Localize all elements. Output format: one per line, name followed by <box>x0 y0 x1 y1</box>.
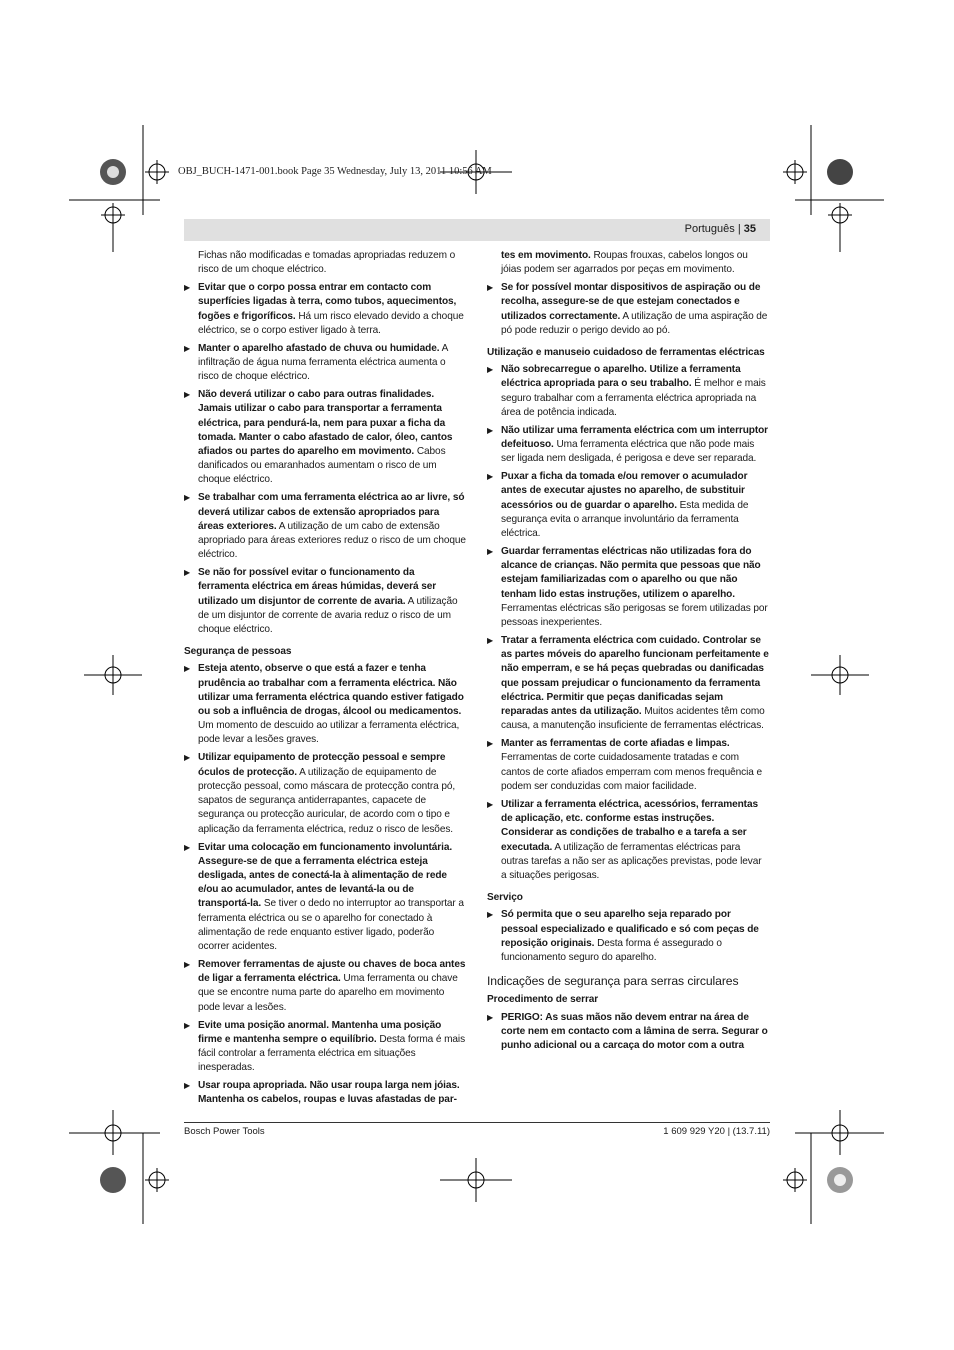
right-column <box>487 249 769 1057</box>
list-item <box>487 470 769 541</box>
item-text: Um momento de descuido ao utilizar a ferramenta eléctrica, pode levar a lesões graves. <box>198 720 460 746</box>
item-lead: Não deverá utilizar o cabo para outras finalidades. Jamais utilizar o cabo para transportar a ferramenta eléctrica, para pendurá-la, nem para puxar a ficha da tomada. Manter o cabo afastado de calor, óleo, cantos afiados ou partes do aparelho em movimento. <box>198 389 453 458</box>
bullet-arrow-icon: ▶ <box>184 343 191 353</box>
item-lead: Manter as ferramentas de corte afiadas e limpas. <box>501 738 730 750</box>
item-lead: Só permita que o seu aparelho seja reparado por pessoal especializado e qualificado e só com peças de reposição originais. <box>501 909 759 949</box>
bullet-arrow-icon: ▶ <box>184 390 191 400</box>
item-text: Ferramentas eléctricas são perigosas se forem utilizadas por pessoas inexperientes. <box>501 602 768 629</box>
item-text: A utilização de um disjuntor de corrente de avaria reduz o risco de um choque eléctrico. <box>198 595 458 636</box>
item-text: Uma ferramenta ou chave que se encontre numa parte do aparelho em movimento pode levar a lesões. <box>198 973 458 1013</box>
bullet-arrow-icon: ▶ <box>184 493 191 503</box>
bullet-arrow-icon: ▶ <box>184 568 191 578</box>
item-text: Muitos acidentes têm como causa, a manutenção insuficiente de ferramentas eléctricas. <box>501 706 765 732</box>
bullet-arrow-icon: ▶ <box>487 799 494 809</box>
paragraph-intro: Fichas não modificadas e tomadas apropriadas reduzem o risco de um choque eléctrico. <box>198 250 456 276</box>
bullet-arrow-icon: ▶ <box>184 283 191 293</box>
print-info: OBJ_BUCH-1471-001.book Page 35 Wednesday, July 13, 2011 10:56 AM <box>178 166 492 177</box>
item-text: A infiltração de água numa ferramenta eléctrica aumenta o risco de choque eléctrico. <box>198 342 448 383</box>
list-item <box>184 566 466 637</box>
item-text: Ferramentas de corte cuidadosamente tratadas e com cantos de corte afiados emperram com menos frequência e podem ser conduzidas com maior facilidade. <box>501 752 762 792</box>
footer-brand: Bosch Power Tools <box>184 1126 265 1137</box>
header-language: Português <box>684 223 735 235</box>
bullet-arrow-icon: ▶ <box>184 753 191 763</box>
item-lead: PERIGO: As suas mãos não devem entrar na área de corte nem em contacto com a lâmina de serra. Segurar o punho adicional ou a carcaça do motor com a outra <box>501 1011 768 1051</box>
list-item <box>184 388 466 487</box>
item-text: Se tiver o dedo no interruptor ao transportar a ferramenta eléctrica ou se o aparelho for conectado à alimentação de rede enquanto estiver ligado, poderão ocorrer acidentes. <box>198 898 464 952</box>
list-item <box>487 1011 769 1054</box>
paragraph-continued <box>487 249 769 277</box>
bullet-arrow-icon: ▶ <box>184 842 191 852</box>
item-lead: Evitar uma colocação em funcionamento involuntária. Assegure-se de que a ferramenta eléctrica esteja desligada, antes de conectá-la à alimentação de rede e/ou ao acumulador, antes de levantá-la ou de transportá-la. <box>198 841 453 910</box>
left-column <box>184 249 466 1111</box>
item-text: Cabos danificados ou emaranhados aumentam o risco de um choque eléctrico. <box>198 446 446 486</box>
list-item <box>487 908 769 965</box>
list-item <box>487 737 769 794</box>
list-item <box>184 751 466 836</box>
right-list-4 <box>487 1011 769 1054</box>
subhead-service: Serviço <box>487 892 523 904</box>
item-text: Esta medida de segurança evita o arranque involuntário da ferramenta eléctrica. <box>501 499 749 540</box>
item-lead: Esteja atento, observe o que está a fazer e tenha prudência ao trabalhar com a ferramenta eléctrica. Não utilizar uma ferramenta eléctrica quando estiver fatigado ou sob a influência de drogas, álcool ou medicamentos. <box>198 663 464 718</box>
bullet-arrow-icon: ▶ <box>184 959 191 969</box>
right-list-3 <box>487 908 769 965</box>
list-item <box>184 958 466 1015</box>
bullet-arrow-icon: ▶ <box>487 283 494 293</box>
subhead-personal-safety: Segurança de pessoas <box>184 646 292 658</box>
page-number: 35 <box>743 223 756 235</box>
bullet-arrow-icon: ▶ <box>487 547 494 557</box>
footer-doc-number: 1 609 929 Y20 | (13.7.11) <box>663 1126 770 1137</box>
item-lead: Se trabalhar com uma ferramenta eléctrica ao ar livre, só deverá utilizar cabos de extensão apropriados para áreas exteriores. <box>198 492 465 532</box>
continued-lead: tes em movimento. <box>501 250 591 261</box>
item-lead: Evitar que o corpo possa entrar em contacto com superfícies ligadas à terra, como tubos, aquecimentos, fogões e frigoríficos. <box>198 282 457 322</box>
item-lead: Manter o aparelho afastado de chuva ou humidade. <box>198 342 440 354</box>
item-text: É melhor e mais seguro trabalhar com a ferramenta eléctrica apropriada na área de potência indicada. <box>501 378 766 418</box>
bullet-arrow-icon: ▶ <box>487 425 494 435</box>
right-list-2 <box>487 363 769 883</box>
list-item <box>487 634 769 733</box>
item-lead: Evite uma posição anormal. Mantenha uma posição firme e mantenha sempre o equilíbrio. <box>198 1019 442 1045</box>
list-item <box>487 424 769 467</box>
item-lead: Utilizar a ferramenta eléctrica, acessórios, ferramentas de aplicação, etc. conforme estas instruções. Considerar as condições de trabalho e a tarefa a ser executada. <box>501 798 758 853</box>
list-item <box>184 662 466 747</box>
list-item <box>184 841 466 955</box>
item-lead: Remover ferramentas de ajuste ou chaves de boca antes de ligar a ferramenta eléctrica. <box>198 958 466 985</box>
bullet-arrow-icon: ▶ <box>487 910 494 920</box>
bullet-arrow-icon: ▶ <box>487 472 494 482</box>
item-lead: Se for possível montar dispositivos de aspiração ou de recolha, assegure-se de que estejam conectados e utilizados correctamente. <box>501 282 761 322</box>
item-text: A utilização de um cabo de extensão apropriado para áreas exteriores reduz o risco de um choque eléctrico. <box>198 520 466 561</box>
item-text: A utilização de ferramentas eléctricas para outras tarefas a não ser as aplicações previstas, pode levar a situações perigosas. <box>501 841 762 881</box>
bullet-arrow-icon: ▶ <box>487 365 494 375</box>
item-lead: Não utilizar uma ferramenta eléctrica com um interruptor defeituoso. <box>501 424 769 451</box>
item-lead: Tratar a ferramenta eléctrica com cuidado. Controlar se as partes móveis do aparelho funcionam perfeitamente e não emperram, e se há peças quebradas ou danificadas que possam prejudicar o funcionamento da ferramenta eléctrica. Permitir que peças danificadas sejam reparadas antes da utilização. <box>501 635 769 718</box>
bullet-arrow-icon: ▶ <box>487 739 494 749</box>
page-header <box>184 219 770 241</box>
list-item <box>184 491 466 562</box>
list-item <box>487 545 769 630</box>
header-label: Português | 35 <box>684 223 756 235</box>
bullet-arrow-icon: ▶ <box>487 636 494 646</box>
item-text: A utilização de equipamento de protecção pessoal, como máscara de protecção contra pó, sapatos de segurança antiderrapantes, capacete de segurança ou protecção auricular, de acordo com o tipo e aplicação da ferramenta eléctrica, reduz o risco de lesões. <box>198 766 456 835</box>
bullet-arrow-icon: ▶ <box>184 1020 191 1030</box>
list-item <box>184 281 466 338</box>
bullet-arrow-icon: ▶ <box>487 1012 494 1022</box>
item-lead: Se não for possível evitar o funcionamento da ferramenta eléctrica em áreas húmidas, deverá ser utilizado um disjuntor de corrente de avaria. <box>198 567 437 607</box>
item-text: A utilização de uma aspiração de pó pode reduzir o perigo devido ao pó. <box>501 310 768 336</box>
item-lead: Usar roupa apropriada. Não usar roupa larga nem jóias. Mantenha os cabelos, roupas e luvas afastadas de par- <box>198 1080 460 1106</box>
continued-text: Roupas frouxas, cabelos longos ou jóias podem ser agarrados por peças em movimento. <box>501 250 748 276</box>
item-lead: Guardar ferramentas eléctricas não utilizadas fora do alcance de crianças. Não permita que pessoas que não estejam familiarizadas com o aparelho ou que não tenham lido estas instruções, utilizem o aparelho. <box>501 546 761 600</box>
list-item <box>184 1079 466 1107</box>
footer-rule <box>184 1122 770 1123</box>
bullet-arrow-icon: ▶ <box>184 1081 191 1091</box>
subhead-sawing-procedure: Procedimento de serrar <box>487 994 599 1006</box>
list-item <box>487 281 769 338</box>
item-text: Há um risco elevado devido a choque eléctrico, se o corpo estiver ligado à terra. <box>198 310 464 336</box>
item-lead: Puxar a ficha da tomada e/ou remover o acumulador antes de executar ajustes no aparelho, de substituir acessórios ou de guardar o aparelho. <box>501 471 748 511</box>
item-text: Desta forma é mais fácil controlar a ferramenta eléctrica em situações inesperadas. <box>198 1033 466 1074</box>
right-list-1 <box>487 281 769 338</box>
item-lead: Utilizar equipamento de protecção pessoal e sempre óculos de protecção. <box>198 752 446 778</box>
left-list-2 <box>184 662 466 1107</box>
item-lead: Não sobrecarregue o aparelho. Utilize a ferramenta eléctrica apropriada para o seu trabalho. <box>501 364 741 390</box>
list-item <box>487 798 769 883</box>
left-list-1 <box>184 281 466 637</box>
list-item <box>184 1019 466 1076</box>
subhead-tool-use: Utilização e manuseio cuidadoso de ferramentas eléctricas <box>487 347 765 359</box>
bullet-arrow-icon: ▶ <box>184 664 191 674</box>
item-text: Desta forma é assegurado o funcionamento seguro do aparelho. <box>501 937 722 963</box>
list-item <box>184 342 466 385</box>
section-heading-circular-saws: Indicações de segurança para serras circulares <box>487 974 739 989</box>
list-item <box>487 363 769 420</box>
item-text: Uma ferramenta eléctrica que não pode mais ser ligada nem desligada, é perigosa e deve ser reparada. <box>501 439 757 465</box>
